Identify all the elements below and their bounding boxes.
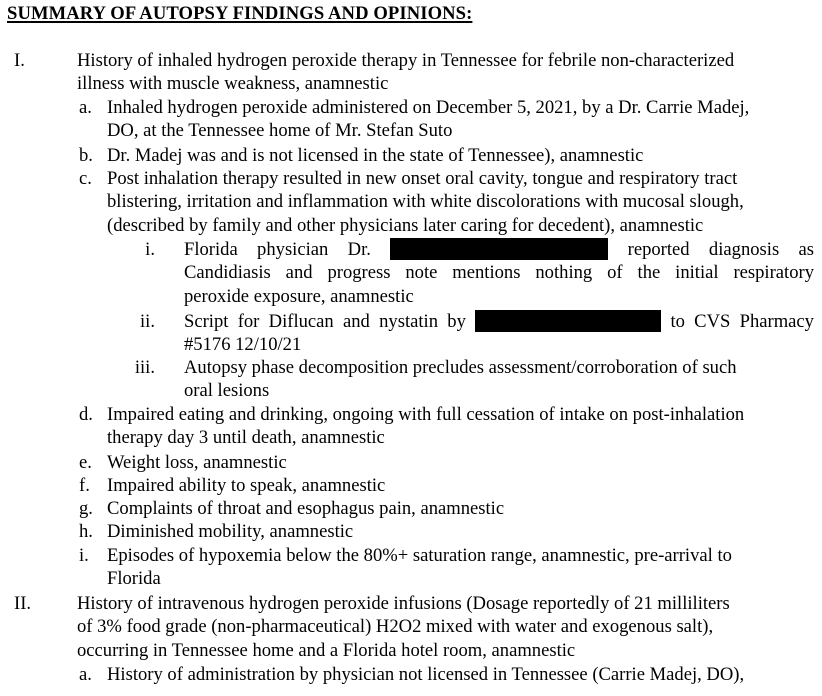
summary-heading: SUMMARY OF AUTOPSY FINDINGS AND OPINIONS: (7, 3, 473, 24)
section-number: I. (14, 50, 25, 71)
section-text: History of inhaled hydrogen peroxide therapy in Tennessee for febrile non-characterized illness with muscle weakness, anamnestic (77, 50, 735, 95)
section-number: II. (14, 593, 32, 614)
document-page: SUMMARY OF AUTOPSY FINDINGS AND OPINIONS: I. History of inhaled hydrogen peroxide therapy in Tennessee for febrile non-characterized illness with muscle weakness, anamnestic a. Inhaled hydrogen peroxide administered on December 5, 2021, by a Dr. Carrie Madej, DO, at the Tennessee home of Mr. Stefan Suto b. Dr. Madej was and is not licensed in the state of Tennessee), anamnestic c. Post inhalation therapy resulted in new onset oral cavity, tongue and respiratory tract blistering, irritation and inflammation with white discolorations with mucosal slough, (described by family and other physicians later caring for decedent), anamnestic i. Florida physician Dr. reported diagnosis as Candidiasis and progress note mentions nothing of the initial respiratory peroxide exposure, anamnestic ii. Script for Diflucan and nystatin by to CVS Pharmacy #5176 12/10/21 iii. Autopsy phase decomposition precludes assessment/corroboration of such oral lesions d. Impaired eating and drinking, ongoing with full cessation of intake on post-inhalation therapy day 3 until death, anamnestic e. Weight loss, anamnestic f. Impaired ability to speak, anamnestic g. Complaints of throat and esophagus pain, anamnestic h. Diminished mobility, anamnestic i. Episodes of hypoxemia below the 80%+ saturation range, anamnestic, pre-arrival to Florida II. History of intravenous hydrogen peroxide infusions (Dosage reportedly of 21 milliliters of 3% food grade (non-pharmaceutical) H2O2 mixed with water and exogenous salt), occurring in Tennessee home and a Florida hotel room, anamnestic a. History of administration by physician not licensed in Tennessee (Carrie Madej, DO), (7, 3, 815, 685)
section-text: History of intravenous hydrogen peroxide infusions (Dosage reportedly of 21 milliliters of 3% food grade (non-pharmaceutical) H2O2 mixed with water and exogenous salt), occurring in Tennessee home and a Florida hotel room, anamnestic (77, 593, 730, 661)
redaction-bar (390, 238, 608, 260)
redaction-bar (475, 310, 661, 332)
